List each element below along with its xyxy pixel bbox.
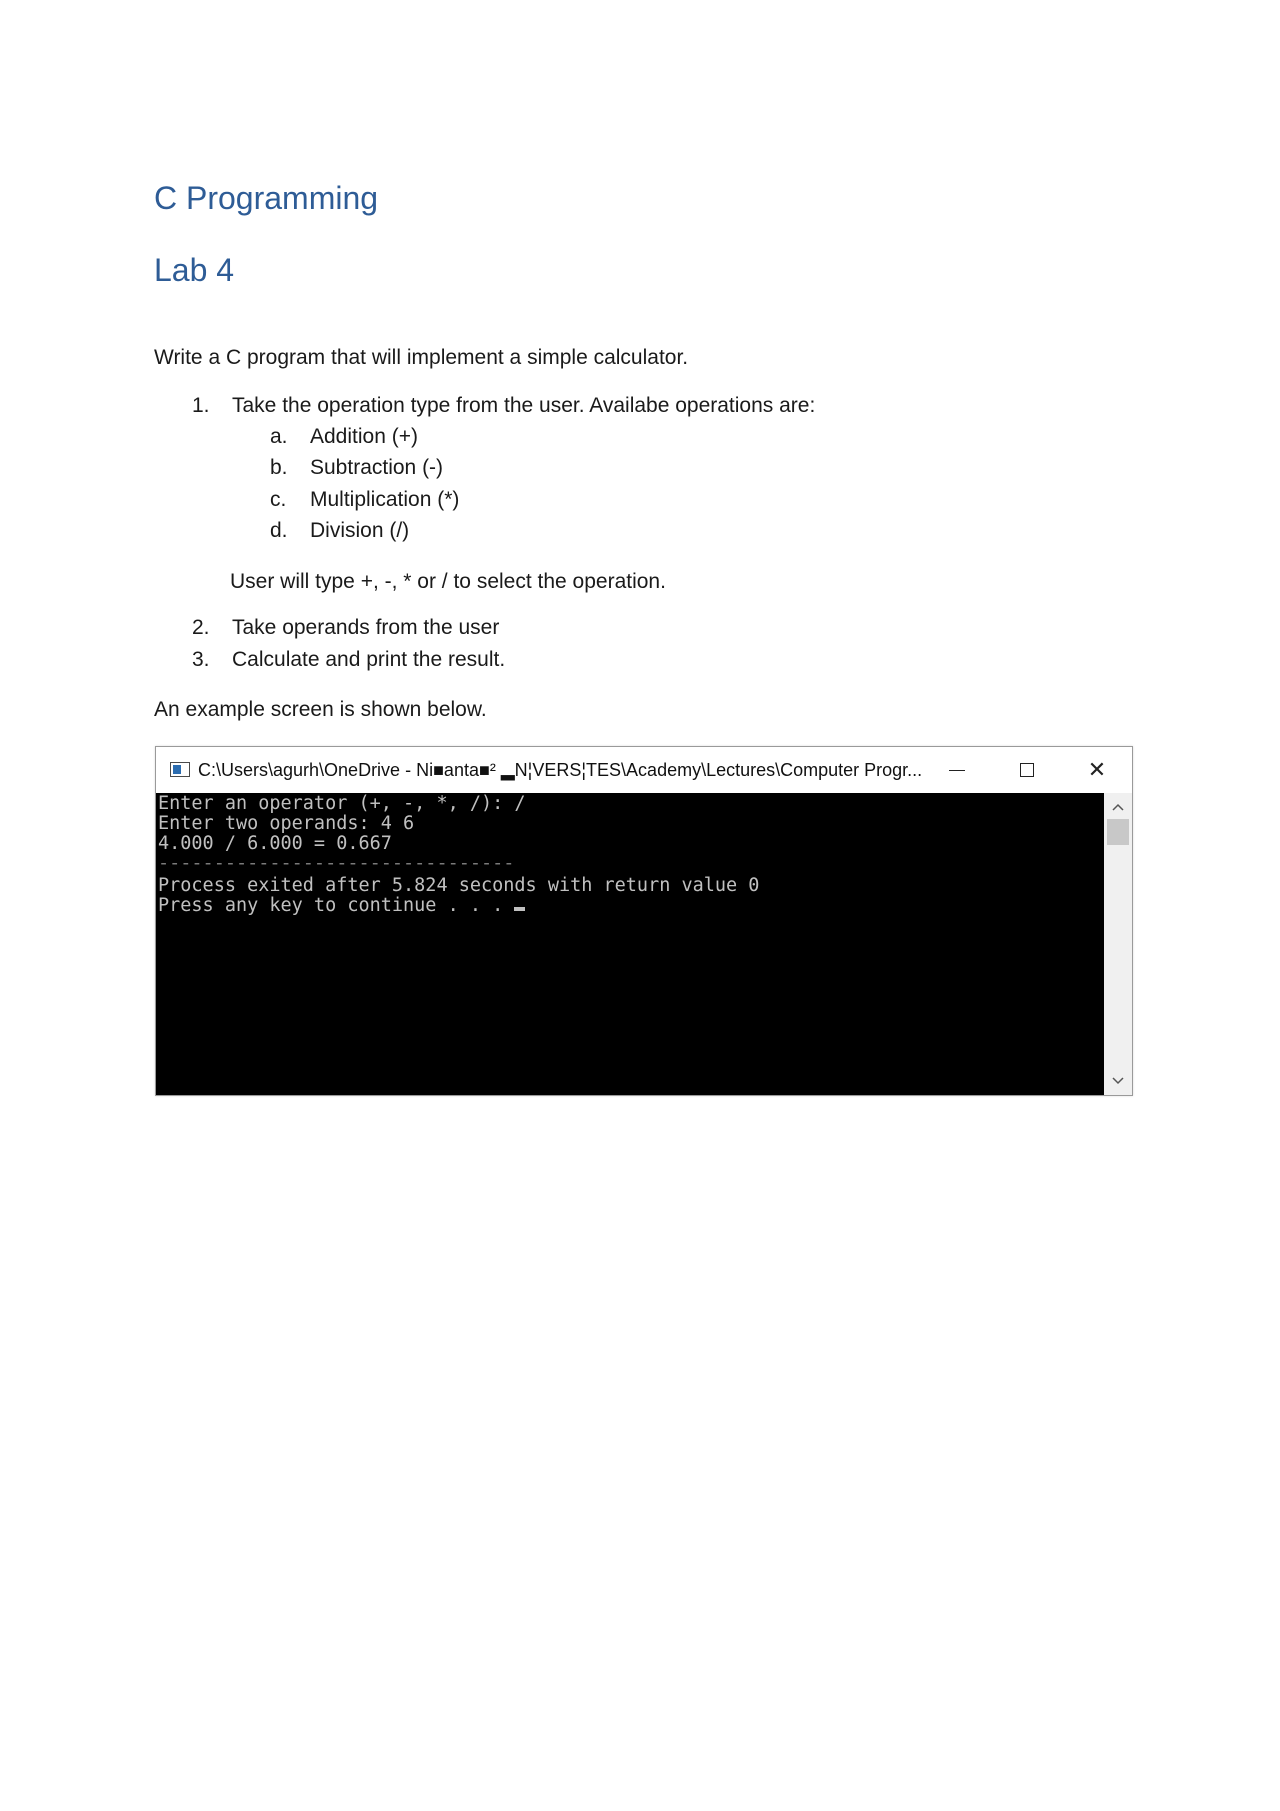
maximize-button[interactable] <box>992 747 1062 793</box>
minimize-button[interactable] <box>922 747 992 793</box>
operation-letter: b. <box>270 456 288 479</box>
operation-text: Division (/) <box>310 519 410 542</box>
step-text: Take operands from the user <box>232 616 500 639</box>
console-app-icon <box>170 762 190 777</box>
operation-item-division <box>270 519 409 543</box>
operation-item-multiplication <box>270 488 459 512</box>
step-number: 2. <box>192 616 210 639</box>
minimize-icon <box>949 770 965 771</box>
step-number: 1. <box>192 394 210 417</box>
text-cursor <box>514 907 525 911</box>
document-subtitle: Lab 4 <box>154 252 235 288</box>
document-title: C Programming <box>154 180 379 216</box>
step-item-3 <box>192 648 505 672</box>
step-number: 3. <box>192 648 210 671</box>
window-titlebar[interactable] <box>156 747 1132 793</box>
console-window <box>155 746 1133 1096</box>
console-line-result: 4.000 / 6.000 = 0.667 <box>158 833 392 854</box>
console-line-process-exit: Process exited after 5.824 seconds with return value 0 <box>158 875 760 896</box>
operation-text: Addition (+) <box>310 425 418 448</box>
step-item-1 <box>192 394 815 418</box>
intro-paragraph: Write a C program that will implement a simple calculator. <box>154 346 689 369</box>
console-line-prompt-operands: Enter two operands: 4 6 <box>158 813 415 834</box>
step-text: Take the operation type from the user. Availabe operations are: <box>232 394 816 417</box>
console-line-prompt-operator: Enter an operator (+, -, *, /): / <box>158 793 526 814</box>
press-key-text: Press any key to continue . . . <box>158 895 515 916</box>
scroll-up-icon[interactable] <box>1104 795 1132 819</box>
maximize-icon <box>1020 763 1034 777</box>
operation-item-subtraction <box>270 456 443 480</box>
operation-item-addition <box>270 425 418 449</box>
operation-letter: c. <box>270 488 287 511</box>
operation-text: Subtraction (-) <box>310 456 444 479</box>
close-icon: ✕ <box>1087 757 1107 782</box>
window-title: C:\Users\agurh\OneDrive - Ni■anta■² ▂N¦VERS¦TES\Academy\Lectures\Computer Progr... <box>198 760 923 780</box>
console-line-separator: -------------------------------- <box>158 853 515 874</box>
step-text: Calculate and print the result. <box>232 648 506 671</box>
operation-text: Multiplication (*) <box>310 488 460 511</box>
scroll-down-icon[interactable] <box>1104 1069 1132 1093</box>
example-intro: An example screen is shown below. <box>154 698 487 721</box>
step-item-2 <box>192 616 499 640</box>
vertical-scrollbar[interactable] <box>1104 793 1132 1095</box>
scroll-thumb[interactable] <box>1107 819 1129 845</box>
operation-letter: a. <box>270 425 288 448</box>
operation-letter: d. <box>270 519 288 542</box>
console-line-press-key <box>158 895 525 916</box>
operation-note: User will type +, -, * or / to select the operation. <box>230 570 666 593</box>
close-button[interactable] <box>1062 747 1132 793</box>
console-output[interactable] <box>156 793 1104 1095</box>
